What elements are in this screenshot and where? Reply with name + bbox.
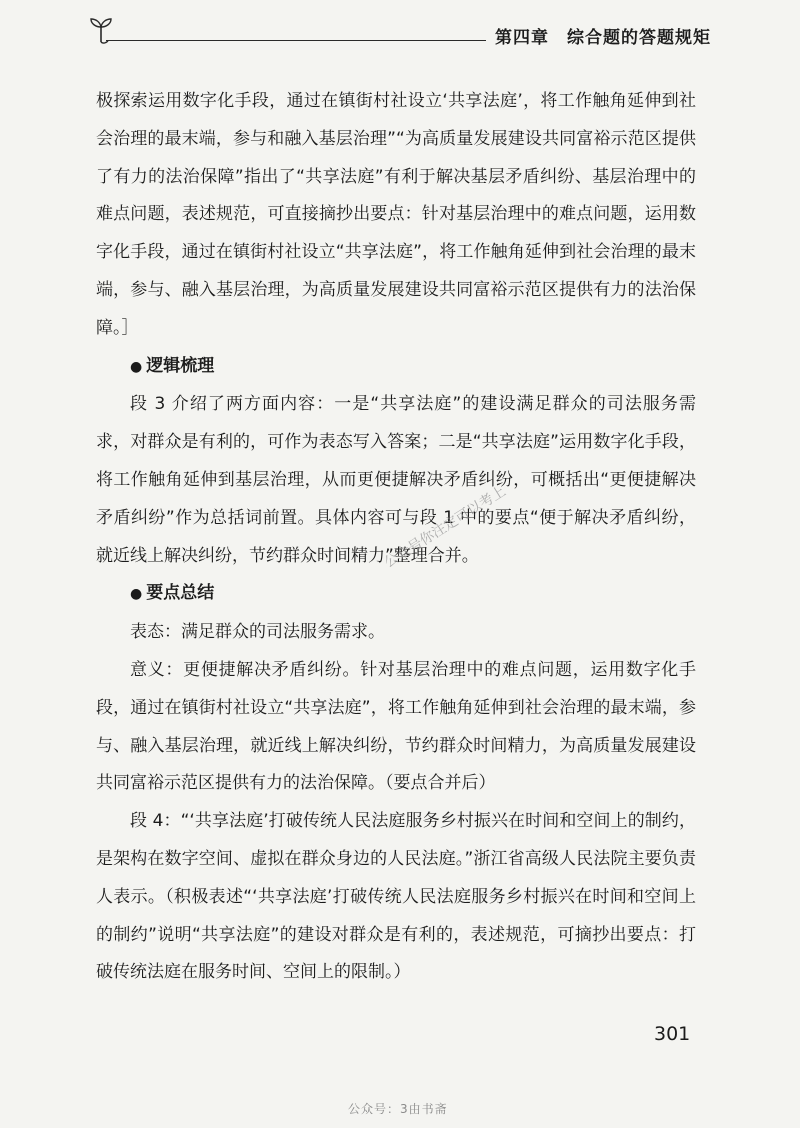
paragraph-logic: 段 3 介绍了两方面内容：一是“共享法庭”的建设满足群众的司法服务需求，对群众是有利的，可作为表态写入答案；二是“共享法庭”运用数字化手段，将工作触角延伸到基层治理，从而更便捷解决矛盾纠纷，可概括出“更便捷解决矛盾纠纷”作为总括词前置。具体内容可与段 1 中的要点“便于解决矛盾纠纷，就近线上解决纠纷，节约群众时间精力”整理合并。	[96, 394, 696, 566]
page-number: 301	[654, 1023, 691, 1045]
header-rule	[106, 40, 486, 41]
bullet-icon: ●	[130, 586, 143, 603]
bullet-icon: ●	[130, 358, 143, 375]
paragraph-stance: 表态：满足群众的司法服务需求。	[130, 622, 385, 643]
page-body	[96, 83, 696, 992]
chapter-title: 第四章 综合题的答题规矩	[495, 28, 711, 48]
heading-logic-label: 逻辑梳理	[146, 355, 215, 376]
heading-summary-label: 要点总结	[146, 583, 215, 604]
paragraph-continuation: 极探索运用数字化手段，通过在镇街村社设立‘共享法庭’，将工作触角延伸到社会治理的最末端，参与和融入基层治理”“为高质量发展建设共同富裕示范区提供了有力的法治保障”指出了“共享法庭”有利于解决基层矛盾纠纷、基层治理中的难点问题，表述规范，可直接摘抄出要点：针对基层治理中的难点问题，运用数字化手段，通过在镇街村社设立“共享法庭”，将工作触角延伸到社会治理的最末端，参与、融入基层治理，为高质量发展建设共同富裕示范区提供有力的法治保障。］	[96, 91, 696, 338]
heading-logic	[96, 348, 696, 387]
paragraph-section-4: 段 4：“‘共享法庭’打破传统人民法庭服务乡村振兴在时间和空间上的制约，是架构在数字空间、虚拟在群众身边的人民法庭。”浙江省高级人民法院主要负责人表示。（积极表述“‘共享法庭’打破传统人民法庭服务乡村振兴在时间和空间上的制约”说明“共享法庭”的建设对群众是有利的，表述规范，可摘抄出要点：打破传统法庭在服务时间、空间上的限制。）	[96, 811, 696, 983]
footer-mark: 公众号：3由书斋	[348, 1102, 448, 1116]
watermark: 公众号你注定可以考上	[381, 483, 509, 572]
heading-summary	[96, 575, 696, 614]
running-header	[0, 0, 800, 60]
paragraph-significance: 意义：更便捷解决矛盾纠纷。针对基层治理中的难点问题，运用数字化手段，通过在镇街村社设立“共享法庭”，将工作触角延伸到社会治理的最末端，参与、融入基层治理，就近线上解决纠纷，节约群众时间精力，为高质量发展建设共同富裕示范区提供有力的法治保障。（要点合并后）	[96, 659, 696, 794]
